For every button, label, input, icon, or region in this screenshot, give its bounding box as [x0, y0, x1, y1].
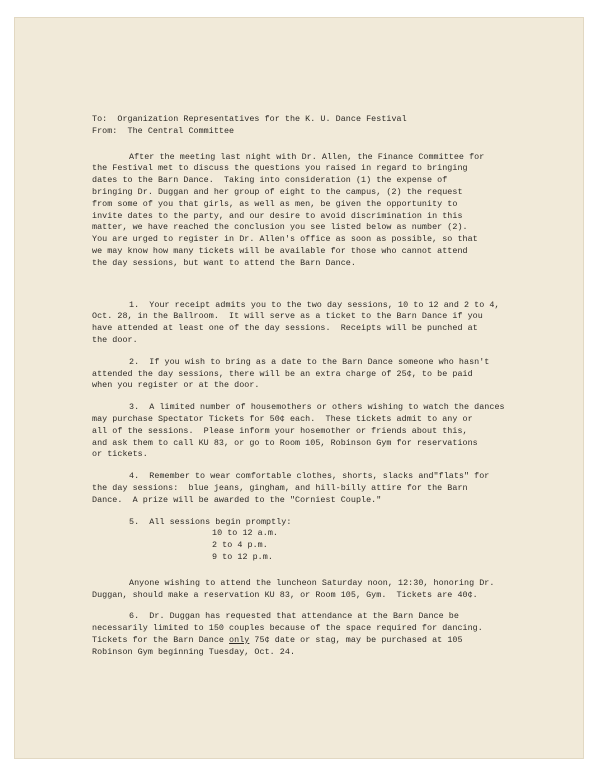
session-time: 2 to 4 p.m. — [212, 540, 268, 551]
text-line: matter, we have reached the conclusion you see listed below as number (2). — [92, 222, 468, 233]
text-line: 2. If you wish to bring as a date to the Barn Dance someone who hasn't — [129, 356, 490, 367]
item-2-paragraph — [92, 357, 552, 392]
item-3-paragraph — [92, 402, 552, 461]
text-line: attended the day sessions, there will be an extra charge of 25¢, to be paid — [92, 368, 473, 379]
text-line: 5. All sessions begin promptly: — [129, 516, 292, 527]
text-line: when you register or at the door. — [92, 380, 260, 391]
text-line: the day sessions, but want to attend the Barn Dance. — [92, 257, 356, 268]
luncheon-paragraph — [92, 578, 552, 602]
text-line: all of the sessions. Please inform your hosemother or friends about this, — [92, 425, 468, 436]
text-line: Duggan, should make a reservation KU 83, or Room 105, Gym. Tickets are 40¢. — [92, 589, 478, 600]
text-line: or tickets. — [92, 449, 148, 460]
text-line: have attended at least one of the day sessions. Receipts will be punched at — [92, 323, 478, 334]
text-line: After the meeting last night with Dr. Allen, the Finance Committee for — [129, 151, 485, 162]
item-1-paragraph — [92, 300, 552, 347]
text-line: necessarily limited to 150 couples because of the space required for dancing. — [92, 623, 483, 634]
text-line: You are urged to register in Dr. Allen's office as soon as possible, so that — [92, 234, 478, 245]
memo-page — [14, 17, 584, 759]
text-line: bringing Dr. Duggan and her group of eight to the campus, (2) the request — [92, 186, 463, 197]
text-line: Anyone wishing to attend the luncheon Saturday noon, 12:30, honoring Dr. — [129, 577, 495, 588]
underlined-word: only — [229, 634, 250, 645]
text-line: 3. A limited number of housemothers or others wishing to watch the dances — [129, 402, 505, 413]
item-6-paragraph — [92, 611, 552, 658]
text-line: the door. — [92, 334, 138, 345]
text-line: Robinson Gym beginning Tuesday, Oct. 24. — [92, 646, 296, 657]
text-line — [92, 635, 552, 647]
memo-to-line: To: Organization Representatives for the K. U. Dance Festival — [92, 114, 407, 124]
memo-from-line: From: The Central Committee — [92, 125, 235, 136]
text-line: the Festival met to discuss the questions you raised in regard to bringing — [92, 163, 468, 174]
text-line: the day sessions: blue jeans, gingham, and hill-billy attire for the Barn — [92, 482, 468, 493]
session-time: 9 to 12 p.m. — [212, 551, 273, 562]
text-line: from some of you that girls, as well as men, be given the opportunity to — [92, 198, 458, 209]
text-line: dates to the Barn Dance. Taking into consideration (1) the expense of — [92, 175, 448, 186]
item-5-paragraph — [92, 517, 552, 564]
text-line: and ask them to call KU 83, or go to Room 105, Robinson Gym for reservations — [92, 437, 478, 448]
text-line: 6. Dr. Duggan has requested that attendance at the Barn Dance be — [129, 611, 459, 622]
session-time: 10 to 12 a.m. — [212, 528, 278, 539]
text-line: invite dates to the party, and our desire to avoid discrimination in this — [92, 210, 463, 221]
text-line: may purchase Spectator Tickets for 50¢ each. These tickets admit to any or — [92, 413, 473, 424]
text-fragment: 75¢ date or stag, may be purchased at 105 — [249, 634, 463, 645]
text-fragment: Tickets for the Barn Dance — [92, 634, 230, 645]
intro-paragraph — [92, 152, 552, 270]
memo-body — [92, 114, 552, 658]
item-4-paragraph — [92, 471, 552, 506]
text-line: Oct. 28, in the Ballroom. It will serve as a ticket to the Barn Dance if you — [92, 311, 483, 322]
text-line: we may know how many tickets will be available for those who cannot attend — [92, 245, 468, 256]
text-line: 4. Remember to wear comfortable clothes, shorts, slacks and"flats" for — [129, 471, 490, 482]
text-line: Dance. A prize will be awarded to the "Corniest Couple." — [92, 494, 382, 505]
text-line: 1. Your receipt admits you to the two day sessions, 10 to 12 and 2 to 4, — [129, 299, 500, 310]
